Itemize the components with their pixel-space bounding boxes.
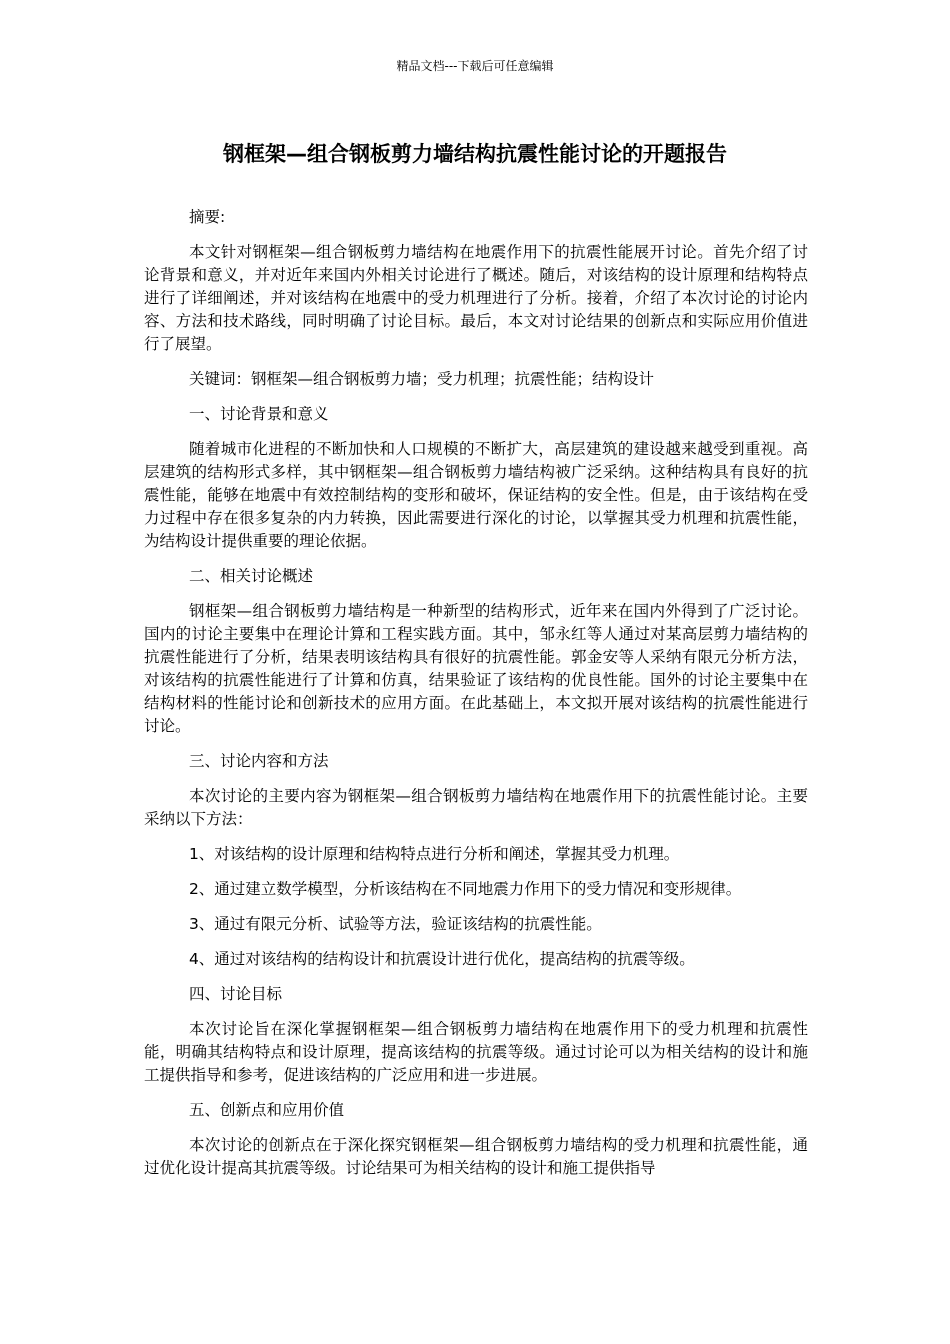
document-body [144, 206, 808, 1192]
header-note: 精品文档---下载后可任意编辑 [396, 59, 554, 73]
section-heading-content-methods: 三、讨论内容和方法 [188, 752, 329, 770]
section-paragraph-innovation: 本次讨论的创新点在于深化探究钢框架—组合钢板剪力墙结构的受力机理和抗震性能，通过优化设计提高其抗震等级。讨论结果可为相关结构的设计和施工提供指导 [144, 1136, 808, 1177]
keywords-line: 关键词：钢框架—组合钢板剪力墙；受力机理；抗震性能；结构设计 [188, 370, 654, 388]
method-item-1: 1、对该结构的设计原理和结构特点进行分析和阐述，掌握其受力机理。 [188, 845, 680, 863]
section-paragraph-goals: 本次讨论旨在深化掌握钢框架—组合钢板剪力墙结构在地震作用下的受力机理和抗震性能，明确其结构特点和设计原理，提高该结构的抗震等级。通过讨论可以为相关结构的设计和施工提供指导和参考，促进该结构的广泛应用和进一步进展。 [144, 1020, 808, 1084]
section-paragraph-background: 随着城市化进程的不断加快和人口规模的不断扩大，高层建筑的建设越来越受到重视。高层建筑的结构形式多样，其中钢框架—组合钢板剪力墙结构被广泛采纳。这种结构具有良好的抗震性能，能够在地震中有效控制结构的变形和破坏，保证结构的安全性。但是，由于该结构在受力过程中存在很多复杂的内力转换，因此需要进行深化的讨论，以掌握其受力机理和抗震性能，为结构设计提供重要的理论依据。 [144, 440, 808, 550]
section-paragraph-related-work: 钢框架—组合钢板剪力墙结构是一种新型的结构形式，近年来在国内外得到了广泛讨论。国内的讨论主要集中在理论计算和工程实践方面。其中，邹永红等人通过对某高层剪力墙结构的抗震性能进行了分析，结果表明该结构具有很好的抗震性能。郭金安等人采纳有限元分析方法，对该结构的抗震性能进行了计算和仿真，结果验证了该结构的优良性能。国外的讨论主要集中在结构材料的性能讨论和创新技术的应用方面。在此基础上，本文拟开展对该结构的抗震性能进行讨论。 [144, 602, 808, 735]
document-title: 钢框架—组合钢板剪力墙结构抗震性能讨论的开题报告 [223, 142, 727, 166]
abstract-label: 摘要: [188, 208, 226, 226]
method-item-2: 2、通过建立数学模型，分析该结构在不同地震力作用下的受力情况和变形规律。 [188, 880, 742, 898]
section-heading-related-work: 二、相关讨论概述 [188, 567, 313, 585]
abstract-paragraph: 本文针对钢框架—组合钢板剪力墙结构在地震作用下的抗震性能展开讨论。首先介绍了讨论背景和意义，并对近年来国内外相关讨论进行了概述。随后，对该结构的设计原理和结构特点进行了详细阐述，并对该结构在地震中的受力机理进行了分析。接着，介绍了本次讨论的讨论内容、方法和技术路线，同时明确了讨论目标。最后，本文对讨论结果的创新点和实际应用价值进行了展望。 [144, 243, 808, 353]
section-heading-innovation: 五、创新点和应用价值 [188, 1101, 344, 1119]
section-paragraph-content-methods: 本次讨论的主要内容为钢框架—组合钢板剪力墙结构在地震作用下的抗震性能讨论。主要采纳以下方法： [144, 787, 808, 828]
section-heading-goals: 四、讨论目标 [188, 985, 282, 1003]
method-item-4: 4、通过对该结构的结构设计和抗震设计进行优化，提高结构的抗震等级。 [188, 950, 695, 968]
section-heading-background: 一、讨论背景和意义 [188, 405, 329, 423]
method-item-3: 3、通过有限元分析、试验等方法，验证该结构的抗震性能。 [188, 915, 602, 933]
